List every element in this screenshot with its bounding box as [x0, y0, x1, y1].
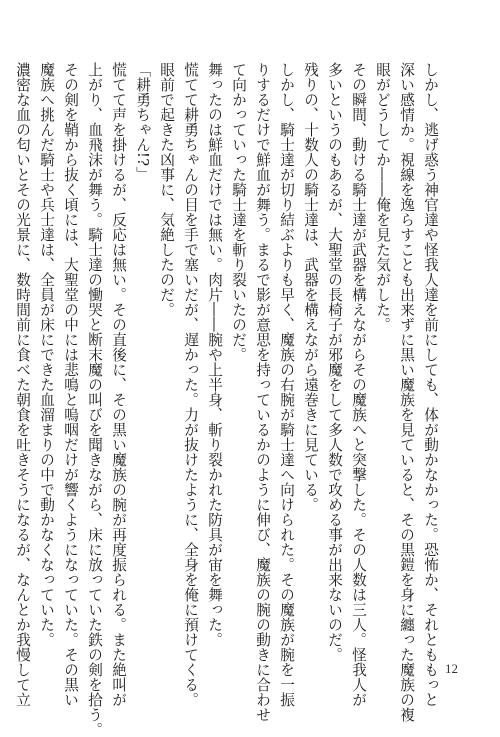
text-line: その剣を鞘から抜く頃には、大聖堂の中には悲鳴と嗚咽だけが響くようになっていた。その黒い	[62, 62, 79, 707]
text-line: 慌てて耕勇ちゃんの目を手で塞いだが、遅かった。力が抜けたように、全身を俺に預けてくる。	[182, 62, 199, 707]
text-line: 濃密な血の匂いとその光景に、数時間前に食べた朝食を吐きそうになるが、なんとか我慢して立	[14, 62, 31, 707]
text-line: 多いというのもあるが、大聖堂の長椅子が邪魔をして多人数で攻める事が出来ないのだ。	[326, 62, 343, 662]
text-line: 魔族へ挑んだ騎士や兵士達は、全員が床にできた血溜まりの中で動かなくなっていた。	[38, 62, 55, 647]
text-line: 舞ったのは鮮血だけでは無い。肉片――腕や上半身、斬り裂かれた防具が宙を舞った。	[206, 62, 223, 647]
text-line: 深い感情か。視線を逸らすことも出来ずに黒い魔族を見ていると、その黒鎧を身に纏った魔族の複	[398, 62, 415, 722]
vertical-text-block	[14, 62, 442, 737]
text-line: 眼がどうしてか――俺を見た気がした。	[374, 62, 391, 332]
text-line: その瞬間、動ける騎士達が武器を構えながらその魔族へと突撃した。その人数は三人。怪我人が	[350, 62, 367, 707]
text-line: 上がり、血飛沫が舞う。騎士達の慟哭と断末魔の叫びを聞きながら、床に放っていた鉄の剣を拾う。	[86, 62, 103, 737]
text-line: 慌てて声を掛けるが、反応は無い。その直後に、その黒い魔族の腕が再度振られる。また絶叫が	[110, 62, 127, 707]
text-line: て向かっていった騎士達を斬り裂いたのだ。	[230, 62, 247, 362]
text-line: 残りの、十数人の騎士達は、武器を構えながら遠巻きに見ている。	[302, 62, 319, 512]
text-line: 眼前で起きた凶事に、気絶したのだ。	[158, 62, 175, 317]
text-line: しかし、逃げ惑う神官達や怪我人達を前にしても、体が動かなかった。恐怖か、それとももっと	[422, 62, 439, 707]
text-line: しかし、騎士達が切り結ぶよりも早く、魔族の右腕が騎士達へ向けられた。その魔族が腕を一振	[278, 62, 295, 707]
page-number: 12	[445, 661, 458, 676]
text-line: 「耕勇ちゃん!?」	[134, 62, 151, 182]
text-line: りするだけで鮮血が舞う。まるで影が意思を持っているかのように伸び、魔族の腕の動きに合わせ	[254, 62, 271, 722]
